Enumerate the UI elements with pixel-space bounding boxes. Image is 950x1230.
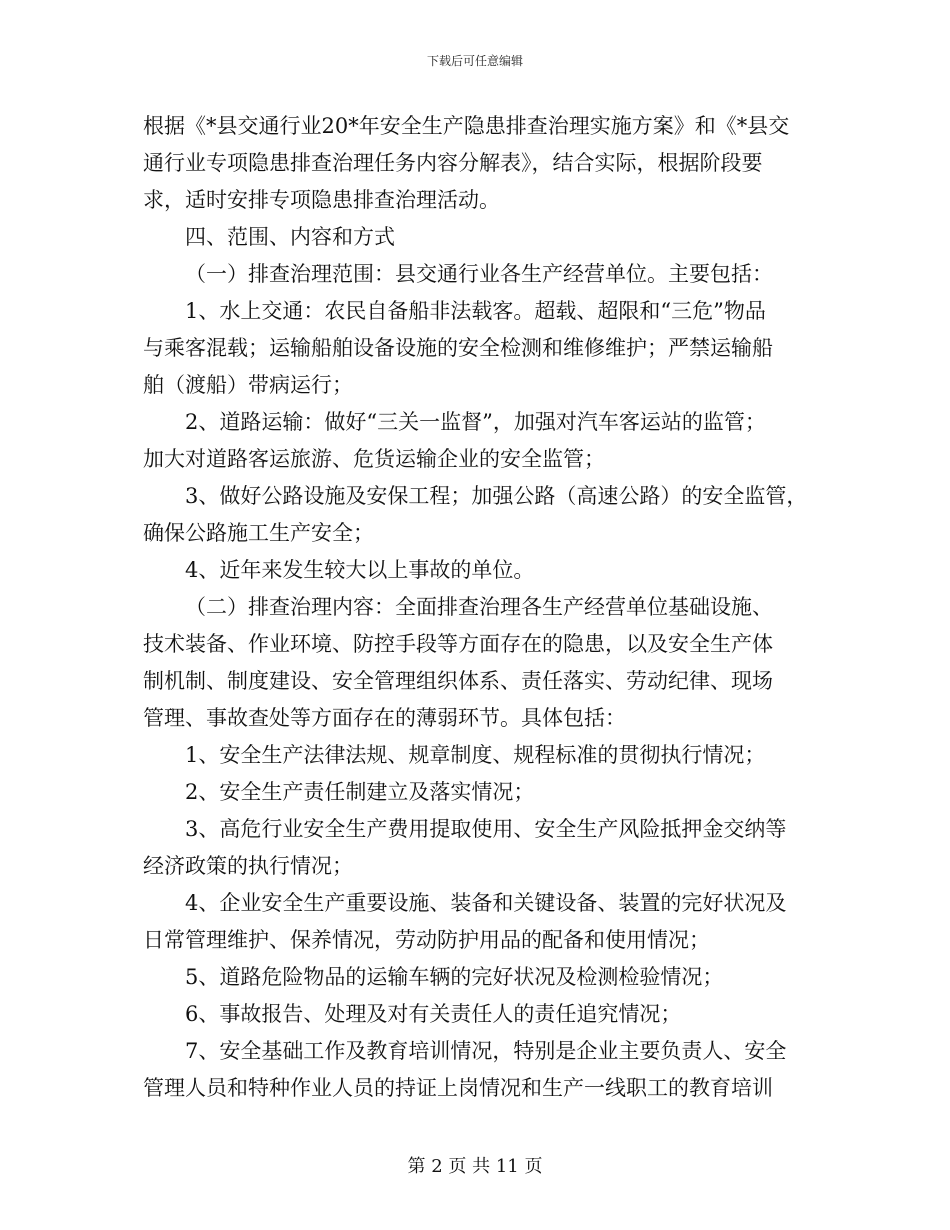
text-line: 通行业专项隐患排查治理任务内容分解表》，结合实际，根据阶段要 (143, 151, 763, 175)
text-line: 1、水上交通：农民自备船非法载客。超载、超限和“三危”物品 (185, 299, 766, 323)
page-header: 下载后可任意编辑 (426, 54, 523, 68)
text-line: 2、安全生产责任制建立及落实情况； (185, 780, 535, 804)
text-line: 6、事故报告、处理及对有关责任人的责任追究情况； (185, 1002, 682, 1026)
text-line: 2、道路运输：做好“三关一监督”，加强对汽车客运站的监管； (185, 410, 766, 434)
text-line: 制机制、制度建设、安全管理组织体系、责任落实、劳动纪律、现场 (143, 669, 773, 693)
text-line: 经济政策的执行情况； (143, 854, 353, 878)
text-line: 5、道路危险物品的运输车辆的完好状况及检测检验情况； (185, 965, 724, 989)
text-line: 4、近年来发生较大以上事故的单位。 (185, 558, 535, 582)
text-line: 加大对道路客运旅游、危货运输企业的安全监管； (143, 447, 605, 471)
document-body (143, 108, 813, 1107)
text-line: 与乘客混载；运输船舶设备设施的安全检测和维修维护；严禁运输船 (143, 336, 773, 360)
text-line: 管理、事故查处等方面存在的薄弱环节。具体包括： (143, 706, 626, 730)
text-line: 3、高危行业安全生产费用提取使用、安全生产风险抵押金交纳等 (185, 817, 787, 841)
text-line: 技术装备、作业环境、防控手段等方面存在的隐患，以及安全生产体 (143, 632, 773, 656)
text-line: 日常管理维护、保养情况，劳动防护用品的配备和使用情况； (143, 928, 710, 952)
text-line: （二）排查治理内容：全面排查治理各生产经营单位基础设施、 (185, 595, 773, 619)
text-line: 4、企业安全生产重要设施、装备和关键设备、装置的完好状况及 (185, 891, 787, 915)
text-line: 管理人员和特种作业人员的持证上岗情况和生产一线职工的教育培训 (143, 1076, 773, 1100)
text-line: 舶（渡船）带病运行； (143, 373, 353, 397)
text-line: 确保公路施工生产安全； (143, 521, 374, 545)
text-line: 求，适时安排专项隐患排查治理活动。 (143, 188, 500, 212)
text-line: 7、安全基础工作及教育培训情况，特别是企业主要负责人、安全 (185, 1039, 787, 1063)
text-line: 1、安全生产法律法规、规章制度、规程标准的贯彻执行情况； (185, 743, 766, 767)
page-number: 第 2 页 共 11 页 (407, 1156, 543, 1177)
text-line: 根据《*县交通行业20*年安全生产隐患排查治理实施方案》和《*县交 (143, 114, 790, 138)
text-line: 3、做好公路设施及安保工程；加强公路（高速公路）的安全监管， (185, 484, 808, 508)
text-line: 四、范围、内容和方式 (185, 225, 395, 249)
text-line: （一）排查治理范围：县交通行业各生产经营单位。主要包括： (185, 262, 773, 286)
